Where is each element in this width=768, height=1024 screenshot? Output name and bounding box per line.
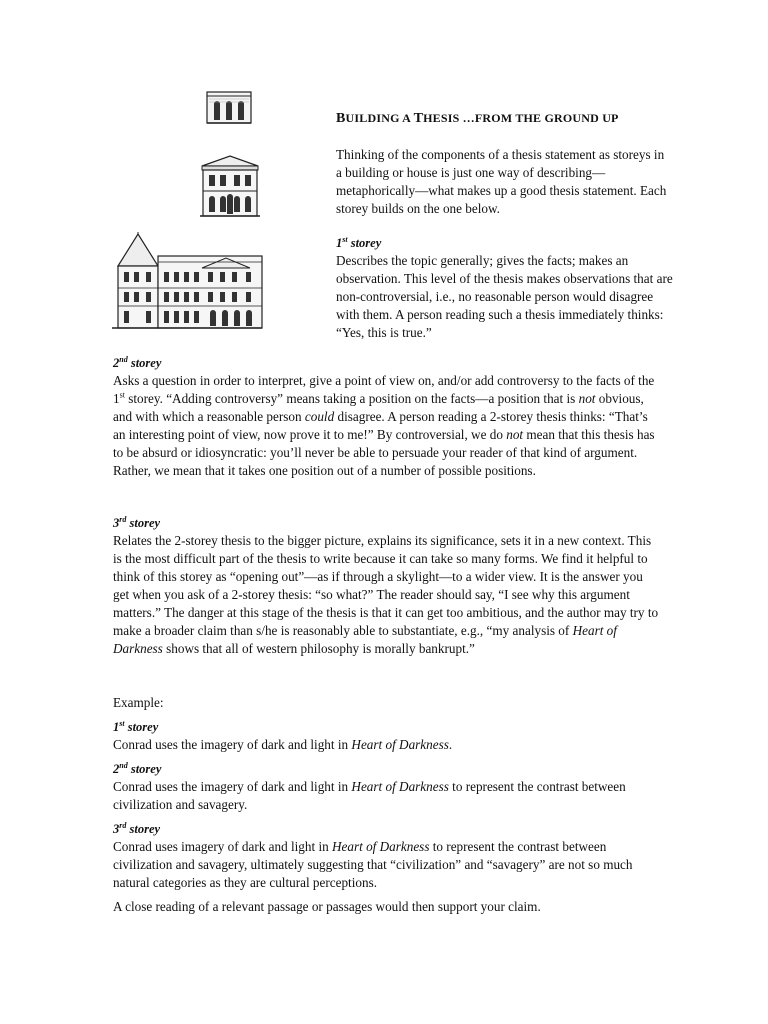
two-storey-building-illustration <box>198 154 262 218</box>
storey3-heading: 3rd storey <box>113 514 161 530</box>
storey3-description: Relates the 2-storey thesis to the bigger picture, explains its significance, sets it in a new context. This is the most difficult part of the thesis to write because it can take so many forms. We find it helpful to think of this storey as “opening out”—as if through a skylight—to a wider view. It is the answer you get when you ask of a 2-storey thesis: “so what?” The reader should say, “I see why this argument matters.” The danger at this stage of the thesis is that it can get too ambitious, and the author may try to make a broader claim than s/he is reasonably able to substantiate, e.g., “my analysis of Heart of Darkness shows that all of western philosophy is morally bankrupt.” <box>113 533 659 656</box>
example3-text: Conrad uses imagery of dark and light in Heart of Darkness to represent the contrast between civilization and savagery, ultimately suggesting that “civilization” and “savagery” are not so much natural categories as they are cultural perceptions. <box>113 839 633 890</box>
closing-sentence: A close reading of a relevant passage or passages would then support your claim. <box>113 899 541 914</box>
intro-paragraph: Thinking of the components of a thesis statement as storeys in a building or house is just one way of describing—metaphorically—what makes up a good thesis statement. Each storey builds on the one below. <box>336 147 667 216</box>
three-storey-building-illustration <box>110 232 264 330</box>
one-storey-building-illustration <box>206 90 252 126</box>
example-label: Example: <box>113 695 164 710</box>
storey2-description: Asks a question in order to interpret, give a point of view on, and/or add controversy to the facts of the 1st storey. “Adding controversy” means taking a position on the facts—a position that is not obvious, and with which a reasonable person could disagree. A person reading a 2-storey thesis thinks: “That’s an interesting point of view, now prove it to me!” By controversial, we do not mean that this thesis has to be absurd or idiosyncratic: you’ll never be able to persuade your reader of that kind of argument. Rather, we mean that it takes one position out of a number of possible positions. <box>113 373 655 478</box>
page-title: BUILDING A THESIS …FROM THE GROUND UP <box>336 111 619 126</box>
example1-heading: 1st storey <box>113 718 159 734</box>
example3-heading: 3rd storey <box>113 820 161 836</box>
storey1-heading: 1st storey <box>336 234 382 250</box>
storey1-description: Describes the topic generally; gives the facts; makes an observation. This level of the thesis makes observations that are non-controversial, i.e., no reasonable person would disagree with them. A person reading such a thesis immediately thinks: “Yes, this is true.” <box>336 253 673 340</box>
example2-heading: 2nd storey <box>113 760 162 776</box>
example1-text: Conrad uses the imagery of dark and light in Heart of Darkness. <box>113 737 453 752</box>
storey2-heading: 2nd storey <box>113 354 162 370</box>
example2-text: Conrad uses the imagery of dark and light in Heart of Darkness to represent the contrast between civilization and savagery. <box>113 779 626 812</box>
